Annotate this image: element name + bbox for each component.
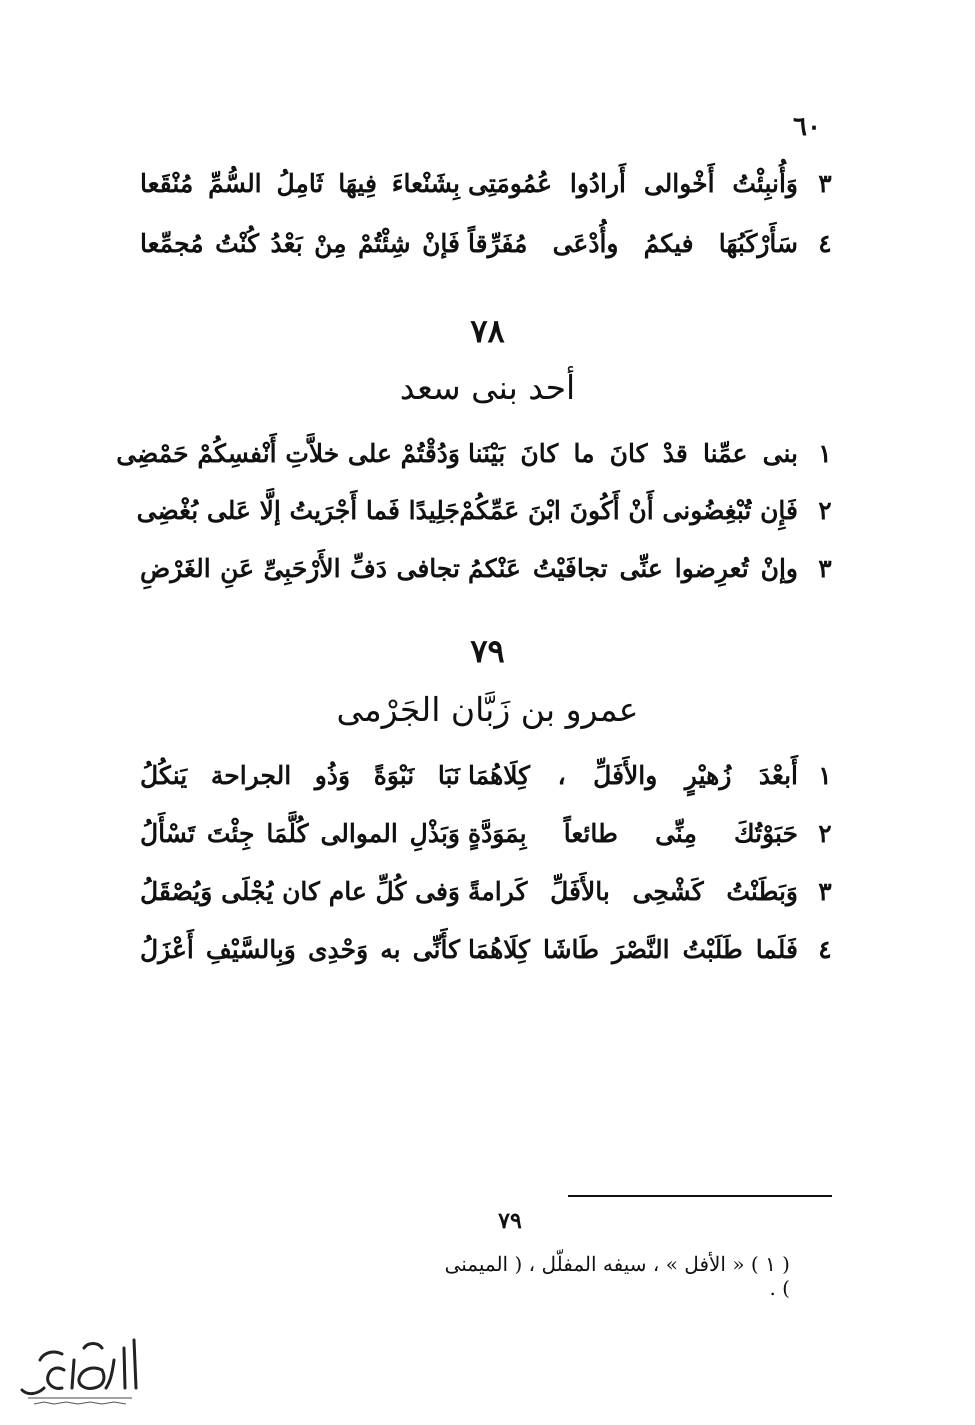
verse-first-hemistich: وَأُنبِئْتُ أَخْوالى أَرادُوا عُمُومَتِى [468,169,798,198]
verse-number: ٣ [818,169,832,198]
poet-name: عمرو بن زَبَّان الجَرْمى [336,690,639,729]
footnote-divider [568,1195,832,1197]
verse-row [140,926,840,974]
verse-number: ٢ [818,496,832,525]
verse-number: ٣ [818,554,832,583]
verse-number: ٤ [818,229,832,258]
verse-first-hemistich: بنى عمِّنا قدْ كانَ ما كانَ بَيْنَنا [468,439,798,468]
verse-first-hemistich: أَبعْدَ زُهيْرٍ والأَفَلِّ ، كِلَاهُمَا [468,761,798,790]
verse-row [140,752,840,800]
verse-first-hemistich: حَبَوْتُكَ مِنِّى طائعاً بِمَوَدَّةٍ [468,819,798,848]
verse-row [140,810,840,858]
verse-second-hemistich: جَلِيدًا فَما أَجْرَيتُ إلَّا عَلى بُغْضِى [136,496,460,525]
verse-first-hemistich: فَلَما طَلَبْتُ النَّصْرَ طَاشَا كِلَاهُمَا [468,935,798,964]
poem-number: ٧٨ [470,312,505,350]
verse-row [140,160,840,208]
footnote-text: ( ١ ) « الأفل » ، سيفه المفلّل ، ( الميمنى ) . [444,1252,790,1300]
verse-second-hemistich: بِشَنْعاءَ فِيهَا ثَامِلُ السُّمِّ مُنْقَعا [140,169,460,198]
verse-row [116,430,840,478]
footnote-poem-number: ٧٩ [498,1208,522,1234]
verse-row [140,220,840,268]
verse-second-hemistich: وَفى كُلِّ عام كان يُجْلَى وَيُصْقَلُ [140,877,460,906]
verse-number: ٣ [818,877,832,906]
page-number: ٦٠ [793,112,821,142]
verse-second-hemistich: نَبَا نَبْوَةً وَذُو الجراحة يَنكُلُ [140,761,460,790]
verse-second-hemistich: كأَنِّى به وَحْدِى وَبِالسَّيْفِ أَعْزَلُ [140,935,460,964]
verse-first-hemistich: وإنْ تُعرِضوا عنِّى تجافَيْتُ عَنْكمُ [468,554,798,583]
verse-number: ٤ [818,935,832,964]
verse-first-hemistich: سَأَرْكَبُهَا فيكمُ وأُدْعَى مُفَرِّقاً [468,229,798,258]
verse-row [140,868,840,916]
verse-second-hemistich: وَبَذْلِ الموالى كُلَّمَا جِئْتَ تَسْأَلُ [140,819,460,848]
verse-number: ٢ [818,819,832,848]
verse-row [136,487,840,535]
verse-second-hemistich: وَدُقْتُمْ على خلاَّتِ أَنْفسِكُمْ حَمْضِى [116,439,460,468]
verse-number: ١ [818,439,832,468]
calligraphy-stamp-logo [14,1330,144,1410]
poet-name: أحد بنى سعد [399,368,576,407]
verse-first-hemistich: فَإِن تُبْغِضُونى أَنْ أَكُونَ ابْنَ عَمِّكُمْ [459,496,798,525]
poem-number: ٧٩ [470,632,505,670]
verse-second-hemistich: تجافى دَفِّ الأَرْحَبِىِّ عَنِ الغَرْضِ [140,554,460,583]
verse-number: ١ [818,761,832,790]
verse-first-hemistich: وَبَطَنْتُ كَشْحِى بالأَفَلِّ كَرامةً [468,877,798,906]
verse-second-hemistich: فَإنْ شِئْتُمْ مِنْ بَعْدُ كُنْتُ مُجمِّعا [140,229,460,258]
verse-row [140,545,840,593]
